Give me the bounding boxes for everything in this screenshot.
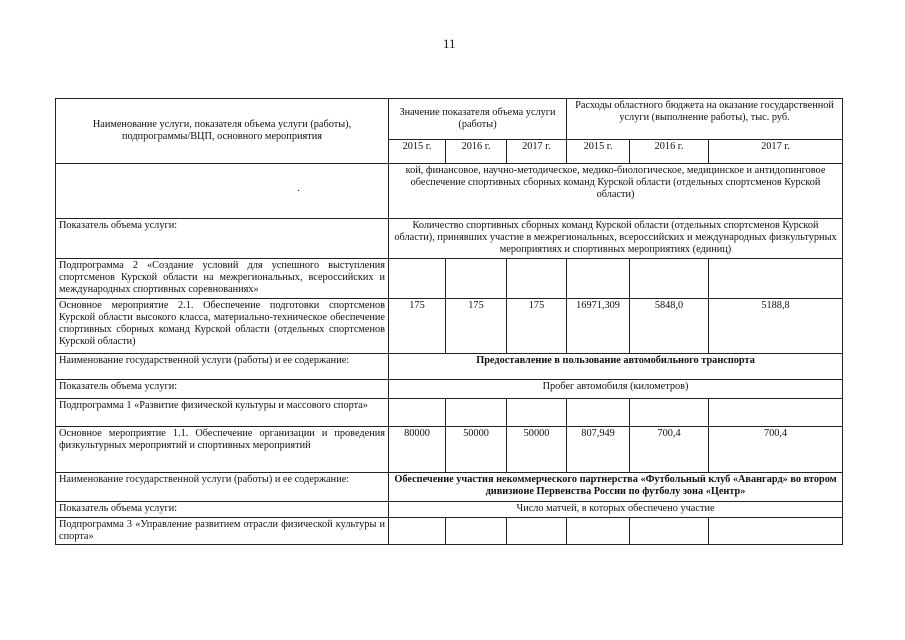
header-name-column: Наименование услуги, показателя объема услуги (работы), подпрограммы/ВЦП, основного мероприятия [56, 99, 389, 164]
service-name-text: Обеспечение участия некоммерческого партнерства «Футбольный клуб «Авангард» во втором дивизионе Первенства России по футболу зона «Центр» [389, 473, 843, 502]
value-cell: 175 [389, 299, 446, 354]
year-cell: 2016 г. [630, 140, 709, 164]
value-cell: 175 [446, 299, 507, 354]
row-label: Наименование государственной услуги (работы) и ее содержание: [56, 473, 389, 502]
stray-mark: · [297, 186, 301, 197]
subprogram-label: Подпрограмма 1 «Развитие физической культуры и массового спорта» [56, 399, 389, 427]
indicator-text: Количество спортивных сборных команд Курской области (отдельных спортсменов Курской области), принявших участие в межрегиональных, всероссийских и международных физкультурных мероприятиях и спортивных мероприятиях (единиц) [389, 219, 843, 259]
value-cell: 700,4 [709, 427, 843, 473]
service-content-text: кой, финансовое, научно-методическое, медико-биологическое, медицинское и антидопинговое обеспечение спортивных сборных команд Курской области (отдельных спортсменов Курской области) [389, 164, 843, 219]
year-cell: 2016 г. [446, 140, 507, 164]
value-cell: 50000 [507, 427, 567, 473]
table-cell-empty [56, 164, 389, 219]
row-label: Показатель объема услуги: [56, 219, 389, 259]
value-cell: 700,4 [630, 427, 709, 473]
header-value-group: Значение показателя объема услуги (работы) [389, 99, 567, 140]
value-cell: 80000 [389, 427, 446, 473]
row-label: Наименование государственной услуги (работы) и ее содержание: [56, 354, 389, 380]
row-label: Показатель объема услуги: [56, 502, 389, 518]
page-number: 11 [443, 36, 456, 51]
value-cell: 50000 [446, 427, 507, 473]
value-cell: 16971,309 [567, 299, 630, 354]
indicator-text: Пробег автомобиля (километров) [389, 380, 843, 399]
subprogram-label: Подпрограмма 2 «Создание условий для успешного выступления спортсменов Курской области на межрегиональных, всероссийских и международных спортивных соревнованиях» [56, 259, 389, 299]
service-name-text: Предоставление в пользование автомобильного транспорта [389, 354, 843, 380]
activity-label: Основное мероприятие 2.1. Обеспечение подготовки спортсменов Курской области высокого класса, материально-техническое обеспечение спортивных сборных команд Курской области (отдельных спортсменов Курской области) [56, 299, 389, 354]
year-cell: 2017 г. [709, 140, 843, 164]
year-cell: 2015 г. [389, 140, 446, 164]
indicator-text: Число матчей, в которых обеспечено участие [389, 502, 843, 518]
services-table [55, 98, 843, 545]
activity-label: Основное мероприятие 1.1. Обеспечение организации и проведения физкультурных мероприятий и спортивных мероприятий [56, 427, 389, 473]
value-cell: 807,949 [567, 427, 630, 473]
header-budget-group: Расходы областного бюджета на оказание государственной услуги (выполнение работы), тыс. руб. [567, 99, 843, 140]
subprogram-label: Подпрограмма 3 «Управление развитием отрасли физической культуры и спорта» [56, 518, 389, 545]
value-cell: 175 [507, 299, 567, 354]
year-cell: 2015 г. [567, 140, 630, 164]
row-label: Показатель объема услуги: [56, 380, 389, 399]
value-cell: 5188,8 [709, 299, 843, 354]
value-cell: 5848,0 [630, 299, 709, 354]
year-cell: 2017 г. [507, 140, 567, 164]
